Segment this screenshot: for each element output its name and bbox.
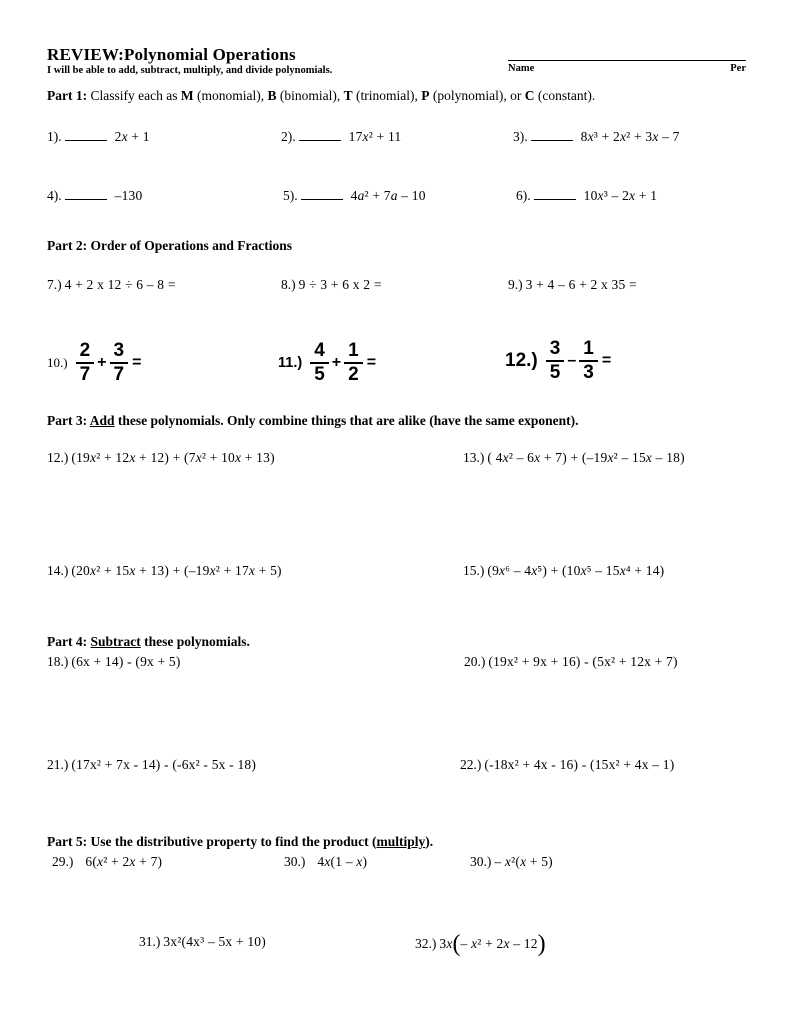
fraction: $\frac{4}{5}$ <box>310 341 329 385</box>
problem-4: 4). –130 <box>47 188 143 203</box>
problem-22: 22.) (-18x² + 4x - 16) - (15x² + 4x – 1) <box>460 757 675 772</box>
problem-13: 13.) ( 4x² – 6x + 7) + (–19x² – 15x – 18) <box>463 450 685 465</box>
answer-blank <box>65 127 107 141</box>
fraction: $\frac{3}{7}$ <box>110 341 129 385</box>
problem-12: 12.) (19x² + 12x + 12) + (7x² + 10x + 13) <box>47 450 275 465</box>
answer-blank <box>534 186 576 200</box>
problem-29: 29.) 6(x² + 2x + 7) <box>52 854 163 869</box>
problem-9: 9.) 3 + 4 – 6 + 2 x 35 = <box>508 277 637 292</box>
objective-text: I will be able to add, subtract, multiply, and divide polynomials. <box>47 65 333 76</box>
problem-21: 21.) (17x² + 7x - 14) - (-6x² - 5x - 18) <box>47 757 257 772</box>
problem-5: 5). 4a² + 7a – 10 <box>283 188 426 203</box>
part1-heading: Part 1: Classify each as M (monomial), B (binomial), T (trinomial), P (polynomial), or C (constant). <box>47 88 596 103</box>
close-paren: ) <box>537 931 546 957</box>
part4-heading: Part 4: Subtract these polynomials. <box>47 634 250 649</box>
problem-18: 18.) (6x + 14) - (9x + 5) <box>47 654 181 669</box>
problem-32: 32.) 3x(– x² + 2x – 12) <box>415 931 546 957</box>
problem-8: 8.) 9 ÷ 3 + 6 x 2 = <box>281 277 382 292</box>
part2-heading: Part 2: Order of Operations and Fractions <box>47 238 292 253</box>
problem-11: 11.) $\frac{4}{5}$ + $\frac{1}{2}$ = <box>278 340 377 385</box>
fraction: $\frac{2}{7}$ <box>76 341 95 385</box>
part5-heading: Part 5: Use the distributive property to find the product (multiply). <box>47 834 434 849</box>
problem-12-fraction: 12.) $\frac{3}{5}$ – $\frac{1}{3}$ = <box>505 338 612 383</box>
part3-heading: Part 3: Add these polynomials. Only combine things that are alike (have the same exponent). <box>47 413 579 428</box>
problem-3: 3). 8x³ + 2x² + 3x – 7 <box>513 129 680 144</box>
problem-30b: 30.) – x²(x + 5) <box>470 854 553 869</box>
problem-15: 15.) (9x⁶ – 4x⁵) + (10x⁵ – 15x⁴ + 14) <box>463 563 665 578</box>
problem-1: 1). 2x + 1 <box>47 129 150 144</box>
fraction: $\frac{3}{5}$ <box>546 339 565 383</box>
problem-10: 10.) $\frac{2}{7}$ + $\frac{3}{7}$ = <box>47 340 142 385</box>
answer-blank <box>301 186 343 200</box>
name-per-block <box>508 60 746 74</box>
answer-blank <box>65 186 107 200</box>
per-label: Per <box>730 63 746 74</box>
fraction: $\frac{1}{2}$ <box>344 341 363 385</box>
problem-30a: 30.) 4x(1 – x) <box>284 854 368 869</box>
problem-2: 2). 17x² + 11 <box>281 129 402 144</box>
answer-blank <box>531 127 573 141</box>
problem-20: 20.) (19x² + 9x + 16) - (5x² + 12x + 7) <box>464 654 678 669</box>
name-label: Name <box>508 63 535 74</box>
problem-6: 6). 10x³ – 2x + 1 <box>516 188 658 203</box>
problem-14: 14.) (20x² + 15x + 13) + (–19x² + 17x + 5) <box>47 563 282 578</box>
problem-7: 7.) 4 + 2 x 12 ÷ 6 – 8 = <box>47 277 176 292</box>
answer-blank <box>299 127 341 141</box>
problem-31: 31.) 3x²(4x³ – 5x + 10) <box>139 934 266 949</box>
open-paren: ( <box>452 931 461 957</box>
fraction: $\frac{1}{3}$ <box>579 339 598 383</box>
page-title: REVIEW:Polynomial Operations <box>47 45 296 64</box>
